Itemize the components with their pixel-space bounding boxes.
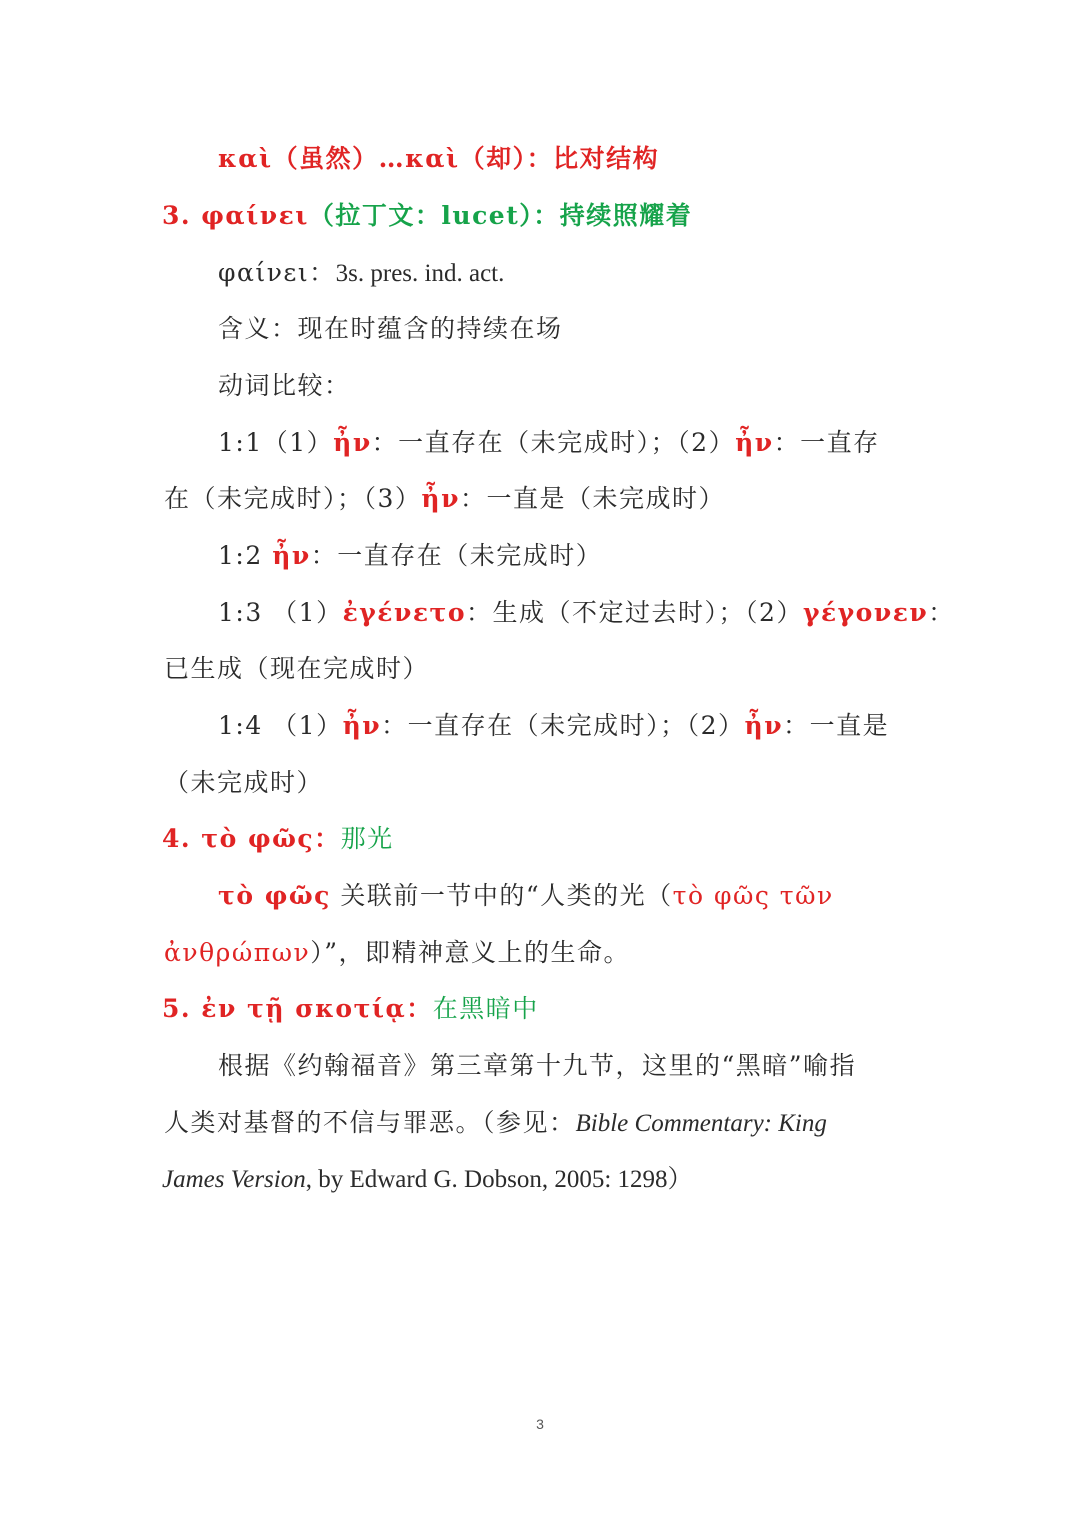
verb-gloss: ：	[928, 598, 955, 627]
parsing-value: 3s. pres. ind. act.	[335, 260, 505, 287]
section-5-paragraph-line-3	[162, 1162, 693, 1197]
section-3-heading-gloss: （拉丁文：lucet）：持续照耀着	[308, 201, 693, 230]
greek-verb: ἐγένετο	[342, 598, 467, 627]
greek-verb: ἦν	[333, 428, 372, 457]
parsing-greek: φαίνει：	[218, 258, 336, 287]
verb-gloss: 在（未完成时）；（3）	[164, 484, 422, 513]
verse-1-1-continuation	[164, 482, 725, 516]
greek-verb: ἦν	[735, 428, 774, 457]
greek-verb: ἦν	[272, 541, 311, 570]
section-5-paragraph-line-2	[164, 1106, 827, 1141]
parsing-line	[218, 256, 504, 291]
verse-1-4-continuation: （未完成时）	[164, 768, 324, 797]
section-4-heading-greek: 4. τὸ φῶς：	[162, 824, 341, 853]
citation-title: Bible Commentary: King	[575, 1110, 827, 1137]
paragraph-text: 人类对基督的不信与罪恶。（参见：	[164, 1108, 576, 1137]
verb-gloss: ：一直存	[773, 428, 880, 457]
section-3-heading	[162, 199, 692, 233]
verb-gloss: ：生成（不定过去时）；（2）	[466, 598, 803, 627]
greek-phrase: τὸ φῶς	[218, 881, 331, 910]
verb-gloss: ：一直存在（未完成时）	[310, 541, 603, 570]
verb-comparison-label: 动词比较：	[218, 371, 351, 400]
page-number: 3	[536, 1416, 544, 1432]
section-5-paragraph-line-1: 根据《约翰福音》第三章第十九节，这里的“黑暗”喻指	[218, 1051, 857, 1080]
paragraph-text: ）”，即精神意义上的生命。	[310, 938, 631, 967]
verse-1-3-continuation: 已生成（现在完成时）	[164, 654, 430, 683]
verb-gloss: ：一直存在（未完成时）；（2）	[381, 711, 745, 740]
citation-title: James Version	[162, 1166, 306, 1193]
verse-1-3-line	[218, 596, 955, 630]
section-4-heading-gloss: 那光	[340, 824, 394, 853]
section-3-heading-greek: 3. φαίνει	[162, 201, 309, 230]
verse-1-1-line	[218, 426, 880, 460]
section-4-paragraph-line-2	[164, 936, 630, 970]
greek-verb: γέγονεν	[802, 598, 929, 627]
verse-1-4-line	[218, 709, 889, 743]
section-5-heading-gloss: 在黑暗中	[432, 994, 539, 1023]
greek-phrase: ἀνθρώπων	[164, 938, 311, 967]
verse-ref: 1:4 （1）	[218, 711, 343, 740]
verse-ref: 1:2	[218, 541, 273, 570]
greek-verb: ἦν	[744, 711, 784, 740]
section-5-heading	[162, 992, 539, 1026]
meaning-line: 含义：现在时蕴含的持续在场	[218, 314, 563, 343]
paragraph-text: 关联前一节中的“人类的光（	[340, 881, 673, 910]
greek-verb: ἦν	[342, 711, 382, 740]
section-5-heading-greek: 5. ἐν τῇ σκοτίᾳ：	[162, 994, 433, 1023]
greek-verb: ἦν	[421, 484, 460, 513]
verse-ref: 1:3 （1）	[218, 598, 343, 627]
verb-gloss: ：一直是	[783, 711, 890, 740]
section-4-paragraph-line-1	[218, 879, 834, 913]
citation-details: , by Edward G. Dobson, 2005: 1298）	[305, 1166, 693, 1193]
section-4-heading	[162, 822, 394, 856]
verb-gloss: ：一直是（未完成时）	[459, 484, 725, 513]
verse-1-2-line	[218, 539, 602, 573]
kai-contrast-line: καὶ（虽然）…καὶ（却）：比对结构	[218, 144, 660, 173]
greek-phrase: τὸ φῶς τῶν	[672, 881, 834, 910]
verse-ref: 1:1（1）	[218, 428, 334, 457]
verb-gloss: ：一直存在（未完成时）；（2）	[371, 428, 736, 457]
